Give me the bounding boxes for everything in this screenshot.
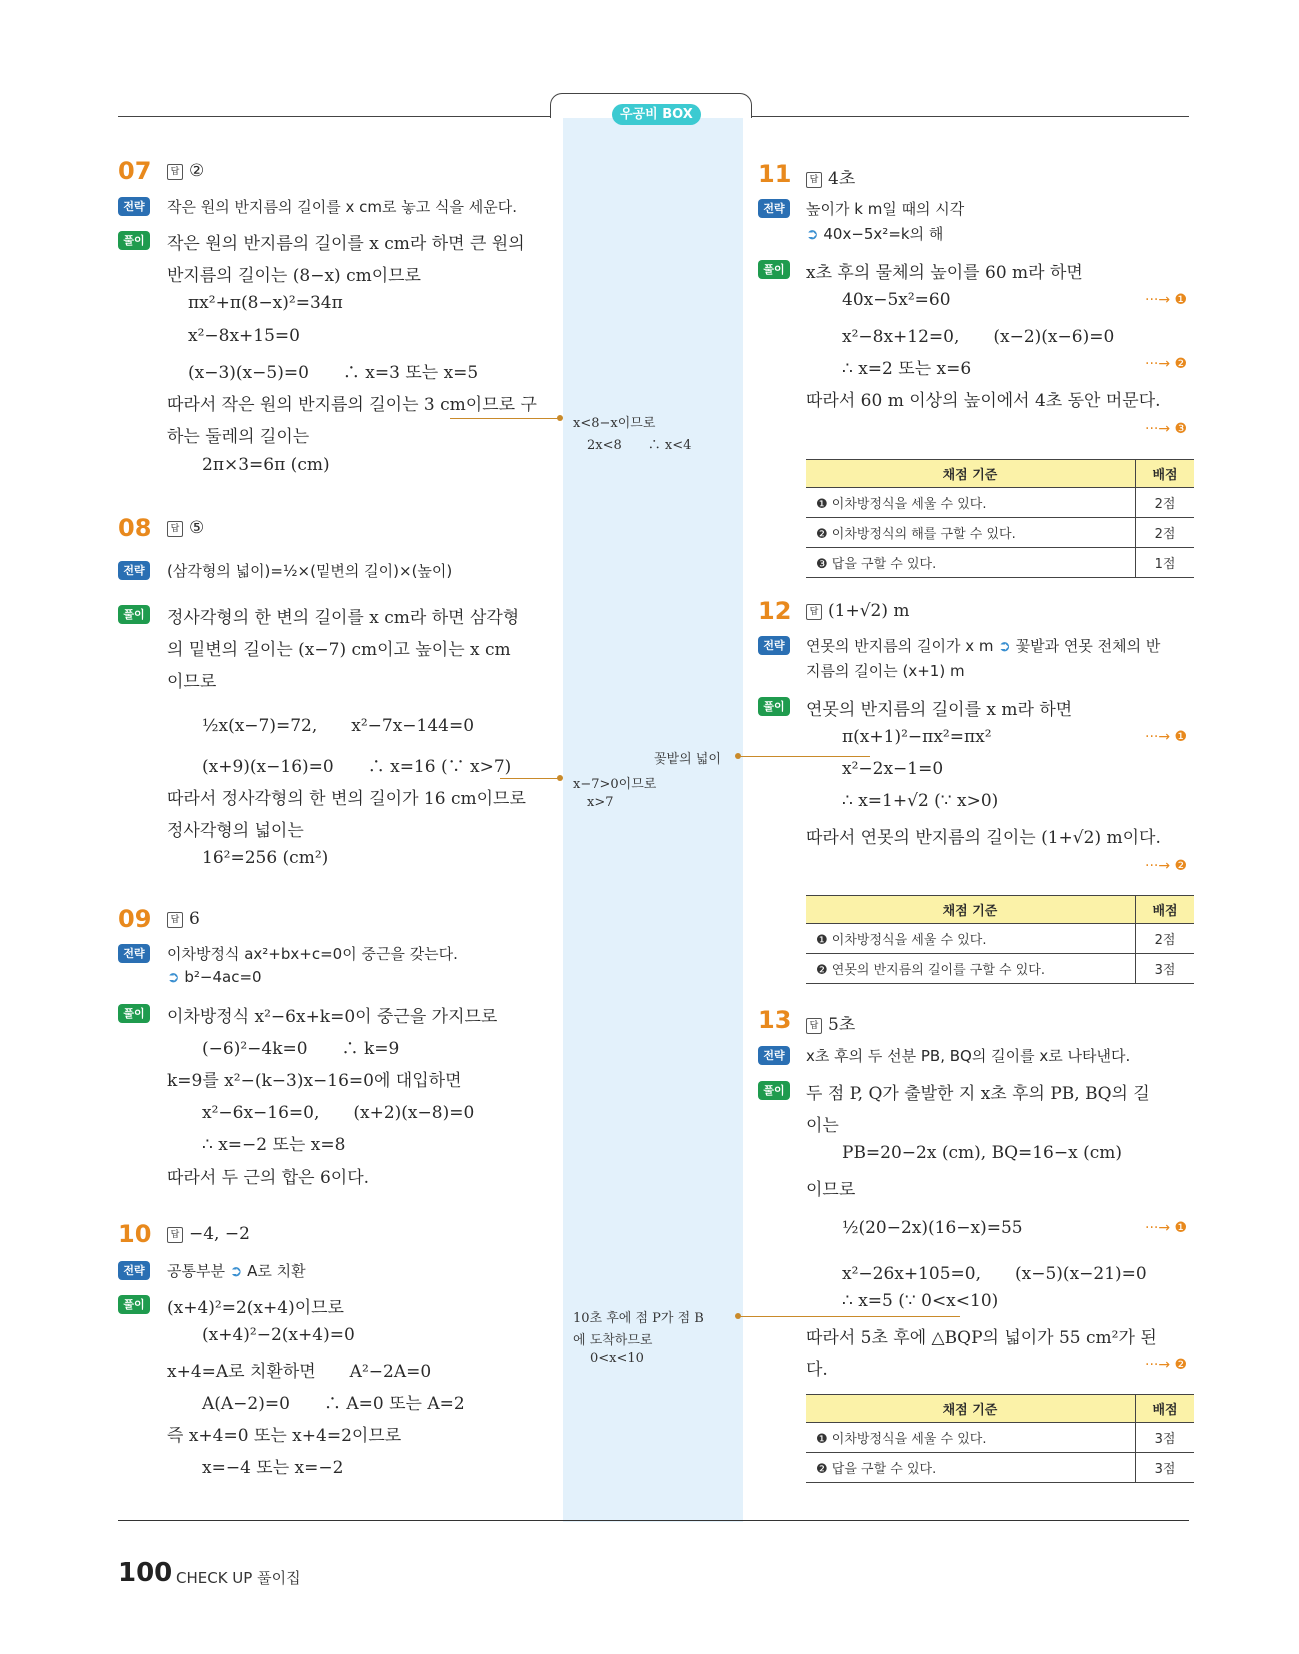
arrow-icon: ➲ <box>229 1262 243 1280</box>
solution-line: x²−6x−16=0, (x+2)(x−8)=0 <box>202 1103 475 1123</box>
side-note: x−7>0이므로 <box>573 777 657 792</box>
solution-badge: 풀이 <box>118 231 150 250</box>
arrow-icon: ➲ <box>806 225 819 243</box>
solution-line: 이므로 <box>806 1180 856 1200</box>
solution-line: 두 점 P, Q가 출발한 지 x초 후의 PB, BQ의 길 <box>806 1084 1150 1104</box>
note-dot <box>557 415 563 421</box>
solution-line: πx²+π(8−x)²=34π <box>188 293 343 313</box>
step-marker: ···→ ❸ <box>1145 421 1188 437</box>
strategy-badge: 전략 <box>758 199 790 218</box>
arrow-icon: ➲ <box>167 968 180 986</box>
table-row: ❶ 이차방정식을 세울 수 있다. 2점 <box>806 488 1194 518</box>
box-label: 우공비 BOX <box>612 104 701 125</box>
solution-line: 의 밑변의 길이는 (x−7) cm이고 높이는 x cm <box>167 640 511 660</box>
side-note: x>7 <box>587 795 614 810</box>
strategy-text: 공통부분 ➲ A로 치환 <box>167 1262 306 1280</box>
solution-line: 따라서 60 m 이상의 높이에서 4초 동안 머문다. <box>806 391 1161 411</box>
header-rule-left <box>118 116 550 117</box>
book-title: CHECK UP 풀이집 <box>176 1569 301 1587</box>
solution-line: x²−2x−1=0 <box>842 759 944 779</box>
solution-badge: 풀이 <box>118 605 150 624</box>
step-marker: ···→ ❶ <box>1145 292 1188 308</box>
answer-icon: 답 <box>167 164 183 180</box>
solution-line: π(x+1)²−πx²=πx² <box>842 727 992 747</box>
strategy-text: (삼각형의 넓이)=½×(밑변의 길이)×(높이) <box>167 562 453 580</box>
answer <box>806 164 855 189</box>
solution-line: ∴ x=1+√2 (∵ x>0) <box>842 791 999 811</box>
strategy-text: 지름의 길이는 (x+1) m <box>806 662 965 680</box>
solution-line: 이므로 <box>167 672 217 692</box>
solution-line: 40x−5x²=60 <box>842 290 951 310</box>
step-marker: ···→ ❶ <box>1145 1220 1188 1236</box>
solution-line: A(A−2)=0 ∴ A=0 또는 A=2 <box>202 1394 465 1414</box>
answer-value: ② <box>189 161 205 181</box>
solution-line: 16²=256 (cm²) <box>202 848 329 868</box>
strategy-result: ➲ 40x−5x²=k의 해 <box>806 225 944 243</box>
solution-line: 정사각형의 한 변의 길이를 x cm라 하면 삼각형 <box>167 608 520 628</box>
solution-line: (x+4)²−2(x+4)=0 <box>202 1325 355 1345</box>
table-header: 배점 <box>1136 1395 1195 1423</box>
solution-badge: 풀이 <box>118 1295 150 1314</box>
note-connector <box>500 778 562 779</box>
solution-line: (x+9)(x−16)=0 ∴ x=16 (∵ x>7) <box>202 757 512 777</box>
solution-line: 하는 둘레의 길이는 <box>167 427 310 447</box>
step-marker: ···→ ❷ <box>1145 858 1188 874</box>
solution-line: 따라서 5초 후에 △BQP의 넓이가 55 cm²가 된 <box>806 1328 1157 1348</box>
answer-value: ⑤ <box>189 518 205 538</box>
solution-line: x²−8x+12=0, (x−2)(x−6)=0 <box>842 327 1115 347</box>
answer-value: 4초 <box>828 169 856 189</box>
solution-badge: 풀이 <box>118 1004 150 1023</box>
answer-icon: 답 <box>167 912 183 928</box>
answer-value: (1+√2) m <box>828 601 910 621</box>
question-number: 07 <box>118 157 152 185</box>
side-note: 2x<8 ∴ x<4 <box>587 438 692 453</box>
solution-line: x+4=A로 치환하면 A²−2A=0 <box>167 1362 432 1382</box>
question-number: 08 <box>118 514 152 542</box>
side-note: x<8−x이므로 <box>573 416 656 431</box>
step-marker: ···→ ❶ <box>1145 729 1188 745</box>
answer <box>806 601 910 621</box>
answer-value: 5초 <box>828 1015 856 1035</box>
solution-line: x=−4 또는 x=−2 <box>202 1458 344 1478</box>
solution-badge: 풀이 <box>758 260 790 279</box>
answer-icon: 답 <box>806 172 822 188</box>
answer-value: −4, −2 <box>189 1224 250 1244</box>
answer <box>167 161 204 181</box>
strategy-badge: 전략 <box>118 944 150 963</box>
solution-line: 이는 <box>806 1116 839 1136</box>
answer-icon: 답 <box>806 1018 822 1034</box>
solution-line: 따라서 정사각형의 한 변의 길이가 16 cm이므로 <box>167 789 526 809</box>
solution-line: 반지름의 길이는 (8−x) cm이므로 <box>167 266 421 286</box>
solution-line: x²−8x+15=0 <box>188 326 300 346</box>
header-rule-right <box>750 116 1189 117</box>
solution-badge: 풀이 <box>758 697 790 716</box>
solution-line: k=9를 x²−(k−3)x−16=0에 대입하면 <box>167 1071 462 1091</box>
solution-line: ∴ x=−2 또는 x=8 <box>202 1135 346 1155</box>
footer-rule <box>118 1520 1189 1521</box>
solution-line: 즉 x+4=0 또는 x+4=2이므로 <box>167 1426 402 1446</box>
table-header: 채점 기준 <box>806 1395 1136 1423</box>
table-header: 배점 <box>1136 896 1195 924</box>
solution-line: PB=20−2x (cm), BQ=16−x (cm) <box>842 1143 1123 1163</box>
table-header: 배점 <box>1136 460 1195 488</box>
question-number: 13 <box>758 1006 792 1034</box>
solution-line: ½(20−2x)(16−x)=55 <box>842 1218 1023 1238</box>
answer-icon: 답 <box>167 1227 183 1243</box>
table-header: 채점 기준 <box>806 460 1136 488</box>
solution-line: 따라서 작은 원의 반지름의 길이는 3 cm이므로 구 <box>167 395 537 415</box>
table-row: ❷ 답을 구할 수 있다. 3점 <box>806 1453 1194 1483</box>
solution-line: (x+4)²=2(x+4)이므로 <box>167 1298 344 1318</box>
step-marker: ···→ ❷ <box>1145 356 1188 372</box>
strategy-badge: 전략 <box>758 1046 790 1065</box>
scoring-table <box>806 895 1194 984</box>
strategy-text: x초 후의 두 선분 PB, BQ의 길이를 x로 나타낸다. <box>806 1047 1131 1065</box>
note-connector <box>740 1316 960 1317</box>
table-row: ❷ 연못의 반지름의 길이를 구할 수 있다. 3점 <box>806 954 1194 984</box>
solution-line: 다. <box>806 1360 828 1380</box>
table-header: 채점 기준 <box>806 896 1136 924</box>
strategy-result: ➲ b²−4ac=0 <box>167 968 262 986</box>
note-connector <box>450 418 560 419</box>
strategy-badge: 전략 <box>118 561 150 580</box>
question-number: 10 <box>118 1220 152 1248</box>
strategy-text: 연못의 반지름의 길이가 x m ➲ 꽃밭과 연못 전체의 반 <box>806 637 1161 655</box>
solution-line: (x−3)(x−5)=0 ∴ x=3 또는 x=5 <box>188 363 479 383</box>
solution-line: x²−26x+105=0, (x−5)(x−21)=0 <box>842 1264 1147 1284</box>
table-row: ❷ 이차방정식의 해를 구할 수 있다. 2점 <box>806 518 1194 548</box>
solution-line: x초 후의 물체의 높이를 60 m라 하면 <box>806 263 1083 283</box>
solution-line: 연못의 반지름의 길이를 x m라 하면 <box>806 700 1073 720</box>
note-connector <box>740 756 870 757</box>
solution-line: 작은 원의 반지름의 길이를 x cm라 하면 큰 원의 <box>167 234 525 254</box>
arrow-icon: ➲ <box>998 637 1011 655</box>
scoring-table <box>806 1394 1194 1483</box>
answer <box>167 518 204 538</box>
answer <box>167 909 200 929</box>
side-note: 꽃밭의 넓이 <box>654 752 721 767</box>
question-number: 09 <box>118 905 152 933</box>
answer <box>806 1010 855 1035</box>
table-row: ❶ 이차방정식을 세울 수 있다. 3점 <box>806 1423 1194 1453</box>
side-note: 10초 후에 점 P가 점 B <box>573 1311 704 1326</box>
table-row: ❸ 답을 구할 수 있다. 1점 <box>806 548 1194 578</box>
solution-line: 따라서 두 근의 합은 6이다. <box>167 1168 370 1188</box>
solution-line: ∴ x=2 또는 x=6 <box>842 359 972 379</box>
solution-line: 따라서 연못의 반지름의 길이는 (1+√2) m이다. <box>806 828 1161 848</box>
strategy-badge: 전략 <box>758 636 790 655</box>
step-marker: ···→ ❷ <box>1145 1357 1188 1373</box>
answer-icon: 답 <box>167 521 183 537</box>
solution-line: 이차방정식 x²−6x+k=0이 중근을 가지므로 <box>167 1007 498 1027</box>
strategy-text: 높이가 k m일 때의 시각 <box>806 200 965 218</box>
note-dot <box>557 775 563 781</box>
scoring-table <box>806 459 1194 578</box>
table-row: ❶ 이차방정식을 세울 수 있다. 2점 <box>806 924 1194 954</box>
strategy-text: 작은 원의 반지름의 길이를 x cm로 놓고 식을 세운다. <box>167 198 517 216</box>
page-number: 100 <box>118 1558 173 1588</box>
answer-icon: 답 <box>806 604 822 620</box>
question-number: 12 <box>758 597 792 625</box>
solution-line: ∴ x=5 (∵ 0<x<10) <box>842 1291 999 1311</box>
solution-line: 2π×3=6π (cm) <box>202 455 330 475</box>
strategy-text: 이차방정식 ax²+bx+c=0이 중근을 갖는다. <box>167 945 458 963</box>
question-number: 11 <box>758 160 792 188</box>
answer <box>167 1224 250 1244</box>
answer-value: 6 <box>189 909 200 929</box>
solution-line: 정사각형의 넓이는 <box>167 821 304 841</box>
solution-line: ½x(x−7)=72, x²−7x−144=0 <box>202 716 475 736</box>
solution-badge: 풀이 <box>758 1081 790 1100</box>
side-note: 0<x<10 <box>590 1351 644 1366</box>
strategy-badge: 전략 <box>118 197 150 216</box>
strategy-badge: 전략 <box>118 1261 150 1280</box>
solution-line: (−6)²−4k=0 ∴ k=9 <box>202 1039 400 1059</box>
side-note: 에 도착하므로 <box>573 1333 653 1348</box>
